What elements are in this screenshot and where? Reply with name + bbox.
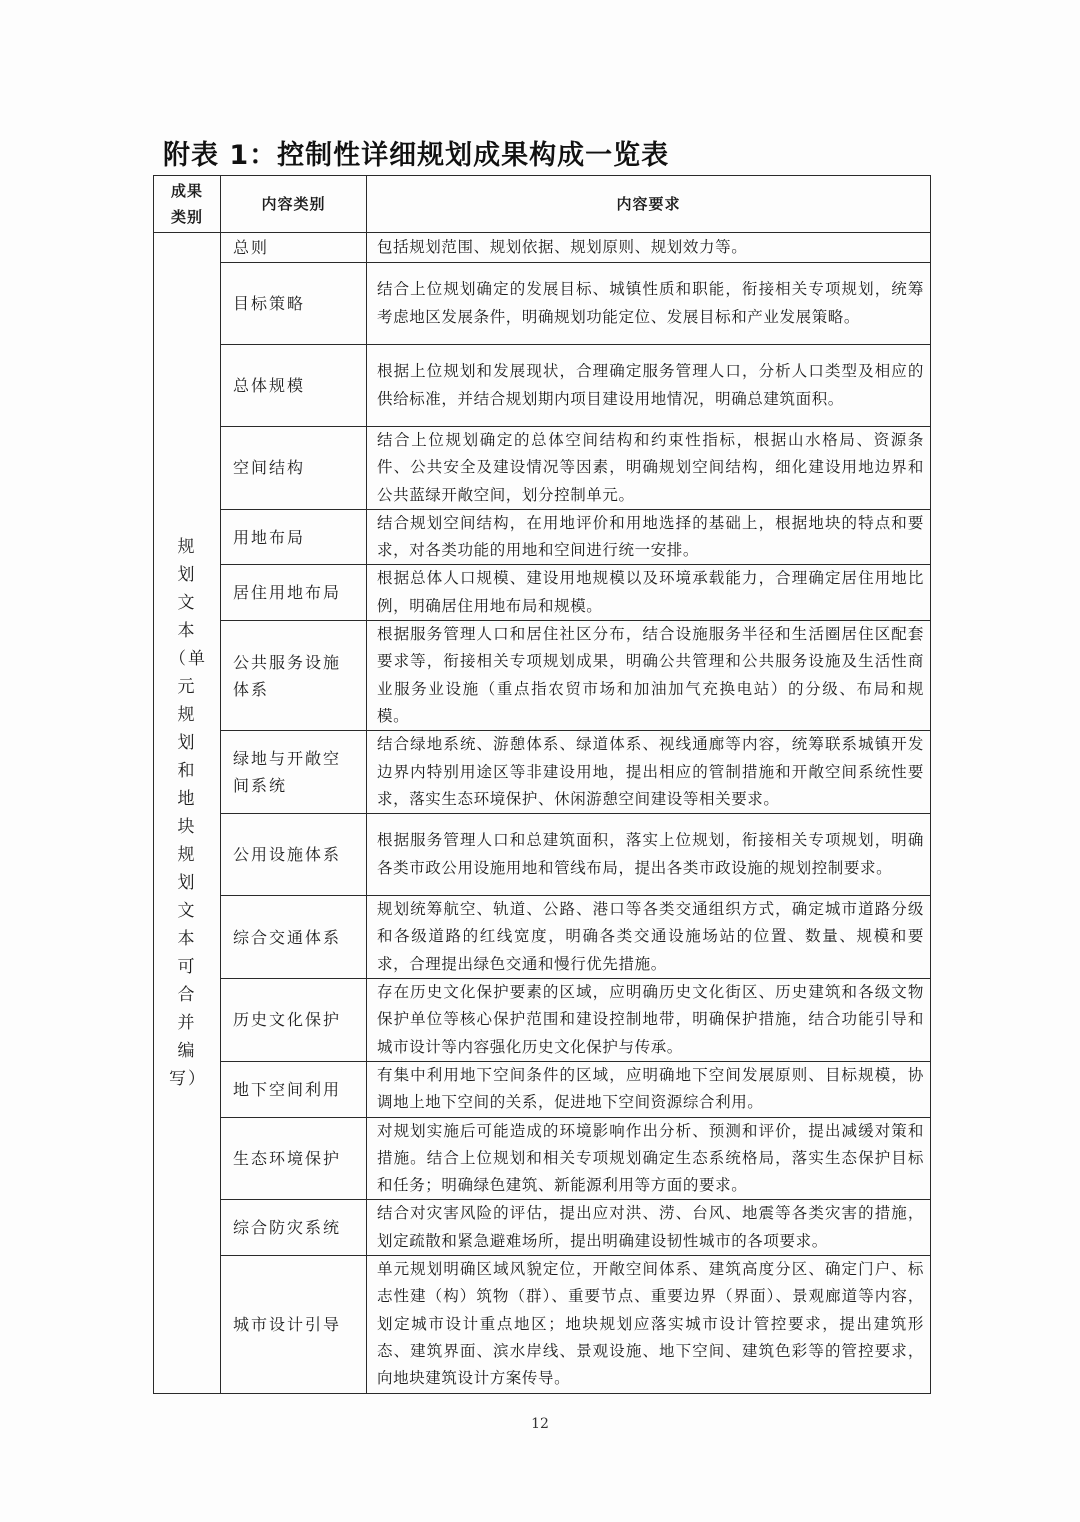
content-type-label: 用地布局	[233, 527, 306, 547]
table-row	[154, 621, 931, 731]
plan-results-table	[153, 175, 931, 1394]
header-result-category	[154, 176, 221, 233]
table-row	[154, 1200, 931, 1256]
requirement-text: 结合绿地系统、游憩体系、绿道体系、视线通廊等内容，统筹联系城镇开发边界内特别用途区等非建设用地，提出相应的管制措施和开敞空间系统性要求，落实生态环境保护、休闲游憩空间建设等相关要求。	[377, 735, 924, 808]
requirement-text: 结合规划空间结构，在用地评价和用地选择的基础上，根据地块的特点和要求，对各类功能的用地和空间进行统一安排。	[377, 513, 924, 560]
content-type-label: 总则	[233, 238, 270, 257]
requirement-text: 根据服务管理人口和居住社区分布，结合设施服务半径和生活圈居住区配套要求等，衔接相关专项规划成果，明确公共管理和公共服务设施及生活性商业服务业设施（重点指农贸市场和加油加气充换电站）的分级、布局和规模。	[377, 625, 924, 725]
content-type-label: 总体规模	[233, 376, 306, 395]
table-row	[154, 814, 931, 896]
table-row	[154, 509, 931, 565]
content-type-cell	[221, 621, 367, 731]
content-type-cell	[221, 263, 367, 345]
table-row	[154, 1256, 931, 1393]
requirement-cell	[367, 1200, 931, 1256]
requirement-cell	[367, 263, 931, 345]
table-row	[154, 1117, 931, 1200]
requirement-text: 结合对灾害风险的评估，提出应对洪、涝、台风、地震等各类灾害的措施，划定疏散和紧急避难场所，提出明确建设韧性城市的各项要求。	[377, 1204, 924, 1250]
content-type-label: 综合防灾系统	[233, 1218, 342, 1238]
requirement-cell	[367, 731, 931, 814]
requirement-text: 单元规划明确区域风貌定位，开敞空间体系、建筑高度分区、确定门户、标志性建（构）筑物（群）、重要节点、重要边界（界面）、景观廊道等内容，划定城市设计重点地区；地块规划应落实城市设计管控要求，提出建筑形态、建筑界面、滨水岸线、景观设施、地下空间、建筑色彩等的管控要求，向地块建筑设计方案传导。	[377, 1260, 924, 1388]
table-row	[154, 565, 931, 621]
content-type-label: 综合交通体系	[233, 927, 342, 947]
content-type-label: 绿地与开敞空间系统	[233, 749, 342, 796]
requirement-text: 对规划实施后可能造成的环境影响作出分析、预测和评价，提出减缓对策和措施。结合上位规划和相关专项规划确定生态系统格局，落实生态保护目标和任务；明确绿色建筑、新能源利用等方面的要求。	[377, 1121, 924, 1195]
requirement-cell	[367, 345, 931, 427]
table-row	[154, 427, 931, 510]
content-type-label: 空间结构	[233, 458, 306, 478]
content-type-cell	[221, 233, 367, 263]
requirement-cell	[367, 509, 931, 565]
content-type-cell	[221, 565, 367, 621]
content-type-label: 生态环境保护	[233, 1148, 342, 1168]
content-type-label: 居住用地布局	[233, 583, 342, 603]
table-row	[154, 345, 931, 427]
page-title: 附表 1：控制性详细规划成果构成一览表	[163, 140, 670, 171]
requirement-cell	[367, 814, 931, 896]
content-type-label: 城市设计引导	[233, 1314, 342, 1334]
requirement-text: 结合上位规划确定的总体空间结构和约束性指标，根据山水格局、资源条件、公共安全及建设情况等因素，明确规划空间结构，细化建设用地边界和公共蓝绿开敞空间，划分控制单元。	[377, 431, 924, 504]
result-category-label: 规划文本（单元规划和地块规划文本可合并编写）	[169, 536, 207, 1089]
requirement-cell	[367, 427, 931, 510]
requirement-text: 根据总体人口规模、建设用地规模以及环境承载能力，合理确定居住用地比例，明确居住用地布局和规模。	[377, 569, 924, 615]
header-content-requirement-label: 内容要求	[616, 195, 681, 213]
result-category-cell	[154, 233, 221, 1394]
requirement-text: 结合上位规划确定的发展目标、城镇性质和职能，衔接相关专项规划，统筹考虑地区发展条件，明确规划功能定位、发展目标和产业发展策略。	[377, 280, 924, 326]
content-type-cell	[221, 1256, 367, 1393]
requirement-text: 存在历史文化保护要素的区域，应明确历史文化街区、历史建筑和各级文物保护单位等核心保护范围和建设控制地带，明确保护措施，结合功能引导和城市设计等内容强化历史文化保护与传承。	[377, 983, 924, 1056]
content-type-cell	[221, 731, 367, 814]
requirement-text: 有集中利用地下空间条件的区域，应明确地下空间发展原则、目标规模，协调地上地下空间的关系，促进地下空间资源综合利用。	[377, 1065, 924, 1112]
content-type-label: 历史文化保护	[233, 1010, 342, 1030]
content-type-cell	[221, 509, 367, 565]
table-row	[154, 979, 931, 1062]
table-header-row	[154, 176, 931, 233]
requirement-text: 规划统筹航空、轨道、公路、港口等各类交通组织方式，确定城市道路分级和各级道路的红线宽度，明确各类交通设施场站的位置、数量、规模和要求，合理提出绿色交通和慢行优先措施。	[377, 900, 924, 973]
content-type-cell	[221, 1061, 367, 1117]
requirement-text: 根据上位规划和发展现状，合理确定服务管理人口，分析人口类型及相应的供给标准，并结合规划期内项目建设用地情况，明确总建筑面积。	[377, 362, 924, 408]
content-type-cell	[221, 345, 367, 427]
header-content-category-label: 内容类别	[261, 195, 326, 213]
requirement-cell	[367, 565, 931, 621]
requirement-cell	[367, 1117, 931, 1200]
table-row	[154, 263, 931, 345]
header-content-category	[221, 176, 367, 233]
requirement-cell	[367, 1256, 931, 1393]
requirement-cell	[367, 896, 931, 979]
content-type-label: 公用设施体系	[233, 845, 342, 865]
header-content-requirement	[367, 176, 931, 233]
content-type-cell	[221, 979, 367, 1062]
content-type-label: 地下空间利用	[233, 1079, 342, 1099]
content-type-label: 目标策略	[233, 294, 306, 313]
requirement-cell	[367, 979, 931, 1062]
requirement-cell	[367, 1061, 931, 1117]
requirement-text: 根据服务管理人口和总建筑面积，落实上位规划，衔接相关专项规划，明确各类市政公用设施用地和管线布局，提出各类市政设施的规划控制要求。	[377, 831, 924, 877]
table-row	[154, 731, 931, 814]
requirement-text: 包括规划范围、规划依据、规划原则、规划效力等。	[377, 237, 748, 256]
content-type-cell	[221, 814, 367, 896]
content-type-cell	[221, 1117, 367, 1200]
content-type-cell	[221, 427, 367, 510]
requirement-cell	[367, 621, 931, 731]
table-row	[154, 1061, 931, 1117]
table-row	[154, 233, 931, 263]
content-type-cell	[221, 1200, 367, 1256]
requirement-cell	[367, 233, 931, 263]
content-type-label: 公共服务设施体系	[233, 652, 342, 699]
page-number: 12	[531, 1416, 549, 1432]
header-result-category-label: 成果类别	[170, 182, 203, 226]
table-row	[154, 896, 931, 979]
content-type-cell	[221, 896, 367, 979]
